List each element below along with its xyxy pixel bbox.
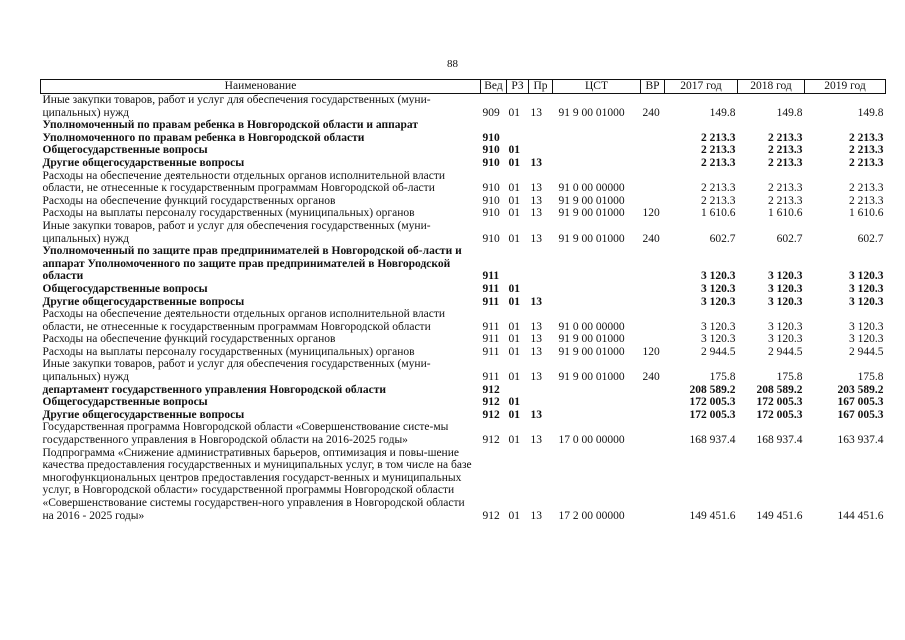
row-cst [553, 296, 641, 309]
row-vr: 120 [642, 345, 660, 358]
row-cst [553, 409, 641, 422]
row-pr [529, 283, 553, 296]
row-cst: 17 2 00 00000 [558, 509, 625, 522]
row-rz: 01 [508, 282, 520, 295]
row-2019: 3 120.3 [849, 320, 884, 333]
row-2018: 3 120.3 [768, 320, 803, 333]
row-2018: 175.8 [776, 371, 803, 384]
header-2017: 2017 год [665, 80, 738, 94]
row-2019: 167 005.3 [837, 396, 884, 409]
row-pr: 13 [530, 156, 542, 169]
row-rz [507, 119, 529, 144]
row-ved: 911 [482, 320, 500, 333]
row-2018: 3 120.3 [768, 282, 803, 295]
row-2017: 3 120.3 [701, 333, 736, 346]
row-pr: 13 [530, 182, 542, 195]
table-row [41, 195, 886, 208]
row-rz: 01 [508, 371, 520, 384]
row-2017: 3 120.3 [701, 270, 736, 283]
table-row [41, 157, 886, 170]
row-pr [529, 119, 553, 144]
row-2017: 175.8 [709, 371, 736, 384]
row-ved: 910 [482, 156, 500, 169]
table-row [41, 447, 886, 523]
row-2017: 149 451.6 [689, 509, 736, 522]
row-vr [641, 384, 665, 397]
row-name: Общегосударственные вопросы [42, 396, 208, 409]
row-pr: 13 [530, 434, 542, 447]
header-vr: ВР [641, 80, 665, 94]
row-name: Расходы на выплаты персоналу государственных (муниципальных) органов [42, 345, 415, 358]
row-2018: 2 213.3 [768, 131, 803, 144]
row-ved: 910 [482, 194, 500, 207]
header-cst: ЦСТ [553, 80, 641, 94]
row-cst [553, 283, 641, 296]
row-vr: 240 [642, 106, 660, 119]
table-row [41, 409, 886, 422]
row-vr [641, 421, 665, 446]
row-2018: 3 120.3 [768, 270, 803, 283]
row-name: Общегосударственные вопросы [42, 144, 208, 157]
row-2019: 3 120.3 [849, 295, 884, 308]
row-ved: 911 [482, 345, 500, 358]
row-name: Расходы на обеспечение деятельности отдельных органов исполнительной власти области, не отнесенные к государственным программам Новгородской об-ласти [42, 169, 446, 195]
row-cst: 91 9 00 01000 [558, 207, 625, 220]
row-ved: 910 [482, 207, 500, 220]
table-row [41, 207, 886, 220]
row-2018: 3 120.3 [768, 333, 803, 346]
row-pr: 13 [530, 345, 542, 358]
row-cst: 91 9 00 01000 [558, 232, 625, 245]
budget-table [40, 79, 886, 522]
row-2019: 2 213.3 [849, 194, 884, 207]
page-number: 88 [447, 58, 458, 70]
row-vr [641, 447, 665, 523]
row-rz: 01 [508, 396, 520, 409]
row-rz [507, 384, 529, 397]
row-2018: 2 213.3 [768, 182, 803, 195]
row-cst [553, 245, 641, 283]
row-pr [529, 384, 553, 397]
row-pr: 13 [530, 232, 542, 245]
table-row [41, 220, 886, 245]
row-cst [553, 396, 641, 409]
header-2018: 2018 год [738, 80, 805, 94]
row-2019: 203 589.2 [837, 383, 884, 396]
table-row [41, 296, 886, 309]
table-row [41, 94, 886, 120]
row-2017: 168 937.4 [689, 434, 736, 447]
row-2019: 1 610.6 [849, 207, 884, 220]
row-vr [641, 283, 665, 296]
row-pr: 13 [530, 320, 542, 333]
row-ved: 911 [482, 371, 500, 384]
row-2017: 602.7 [709, 232, 736, 245]
row-2017: 2 213.3 [701, 144, 736, 157]
row-2019: 2 213.3 [849, 182, 884, 195]
row-rz: 01 [508, 434, 520, 447]
row-rz: 01 [508, 156, 520, 169]
row-vr [641, 119, 665, 144]
row-rz: 01 [508, 144, 520, 157]
row-2018: 2 213.3 [768, 144, 803, 157]
row-2017: 208 589.2 [689, 383, 736, 396]
row-pr [529, 245, 553, 283]
header-2019: 2019 год [805, 80, 886, 94]
row-name: Уполномоченный по защите прав предпринимателей в Новгородской об-ласти и аппарат Уполномоченного по защите прав предпринимателей в Новгородской области [42, 245, 462, 283]
row-2018: 149.8 [776, 106, 803, 119]
table-row [41, 245, 886, 283]
row-ved: 911 [482, 282, 500, 295]
table-header-row [41, 80, 886, 94]
table-row [41, 119, 886, 144]
row-2017: 2 213.3 [701, 156, 736, 169]
row-pr: 13 [530, 207, 542, 220]
row-2019: 3 120.3 [849, 270, 884, 283]
row-rz: 01 [508, 333, 520, 346]
row-cst [553, 144, 641, 157]
row-2019: 2 213.3 [849, 156, 884, 169]
row-2017: 2 213.3 [701, 194, 736, 207]
table-row [41, 421, 886, 446]
row-cst [553, 157, 641, 170]
row-2017: 1 610.6 [701, 207, 736, 220]
row-ved: 910 [482, 182, 500, 195]
table-row [41, 283, 886, 296]
row-2019: 2 213.3 [849, 144, 884, 157]
row-vr [641, 409, 665, 422]
row-vr [641, 144, 665, 157]
row-name: Расходы на обеспечение функций государственных органов [42, 194, 336, 207]
row-ved: 911 [482, 333, 500, 346]
row-name: Иные закупки товаров, работ и услуг для обеспечения государственных (муни-ципальных) нужд [42, 358, 431, 384]
row-2019: 3 120.3 [849, 282, 884, 295]
row-2018: 1 610.6 [768, 207, 803, 220]
row-rz: 01 [508, 295, 520, 308]
row-name: Подпрограмма «Снижение административных барьеров, оптимизация и повы-шение качества предоставления государственных и муниципальных услуг, в том числе на базе многофункциональных центров предоставления государст-венных и муниципальных услуг, в Новгородской области» государственной программы Новгородской области «Совершенствование системы государствен-ного управления в Новгородской области на 2016 - 2025 годы» [42, 446, 472, 522]
row-2017: 2 944.5 [701, 345, 736, 358]
row-rz: 01 [508, 207, 520, 220]
row-pr: 13 [530, 333, 542, 346]
row-2019: 144 451.6 [837, 509, 884, 522]
row-rz: 01 [508, 345, 520, 358]
row-rz: 01 [508, 106, 520, 119]
row-ved: 911 [482, 270, 500, 283]
row-2018: 2 944.5 [768, 345, 803, 358]
row-rz: 01 [508, 194, 520, 207]
row-name: Иные закупки товаров, работ и услуг для обеспечения государственных (муни-ципальных) нужд [42, 219, 431, 245]
row-rz: 01 [508, 232, 520, 245]
row-vr: 240 [642, 232, 660, 245]
row-2019: 2 944.5 [849, 345, 884, 358]
row-vr [641, 157, 665, 170]
row-2018: 168 937.4 [756, 434, 803, 447]
table-row [41, 308, 886, 333]
row-2017: 2 213.3 [701, 131, 736, 144]
row-ved: 912 [482, 396, 500, 409]
table-row [41, 358, 886, 383]
table-row [41, 333, 886, 346]
row-name: Государственная программа Новгородской области «Совершенствование систе-мы государственного управления в Новгородской области на 2016-2025 годы» [42, 421, 449, 447]
row-2019: 3 120.3 [849, 333, 884, 346]
row-2017: 3 120.3 [701, 295, 736, 308]
row-vr [641, 396, 665, 409]
row-pr: 13 [530, 194, 542, 207]
table-row [41, 144, 886, 157]
row-ved: 912 [482, 434, 500, 447]
row-2018: 172 005.3 [756, 396, 803, 409]
row-2017: 3 120.3 [701, 282, 736, 295]
row-2017: 172 005.3 [689, 396, 736, 409]
header-rz: РЗ [507, 80, 529, 94]
row-name: Другие общегосударственные вопросы [42, 156, 245, 169]
row-2017: 3 120.3 [701, 320, 736, 333]
row-name: Расходы на выплаты персоналу государственных (муниципальных) органов [42, 207, 415, 220]
row-ved: 912 [482, 383, 500, 396]
row-name: Общегосударственные вопросы [42, 282, 208, 295]
row-pr: 13 [530, 371, 542, 384]
row-2019: 163 937.4 [837, 434, 884, 447]
row-pr [529, 144, 553, 157]
row-cst: 91 0 00 00000 [558, 320, 625, 333]
row-name: Расходы на обеспечение функций государственных органов [42, 333, 336, 346]
row-pr: 13 [530, 509, 542, 522]
row-vr: 120 [642, 207, 660, 220]
table-row [41, 170, 886, 195]
row-cst: 91 9 00 01000 [558, 345, 625, 358]
row-2018: 208 589.2 [756, 383, 803, 396]
row-vr [641, 170, 665, 195]
row-2018: 3 120.3 [768, 295, 803, 308]
row-cst: 91 9 00 01000 [558, 194, 625, 207]
header-name: Наименование [41, 80, 481, 94]
row-2017: 172 005.3 [689, 408, 736, 421]
row-pr [529, 396, 553, 409]
row-vr [641, 296, 665, 309]
row-2018: 149 451.6 [756, 509, 803, 522]
row-name: Другие общегосударственные вопросы [42, 408, 245, 421]
row-name: Уполномоченный по правам ребенка в Новгородской области и аппарат Уполномоченного по правам ребенка в Новгородской области [42, 119, 419, 144]
row-name: департамент государственного управления Новгородской области [42, 383, 386, 396]
row-cst: 91 0 00 00000 [558, 182, 625, 195]
row-cst [553, 384, 641, 397]
row-pr: 13 [530, 295, 542, 308]
row-pr: 13 [530, 106, 542, 119]
header-ved: Вед [481, 80, 507, 94]
row-rz [507, 245, 529, 283]
row-rz: 01 [508, 408, 520, 421]
row-name: Другие общегосударственные вопросы [42, 295, 245, 308]
row-2018: 2 213.3 [768, 156, 803, 169]
row-rz: 01 [508, 320, 520, 333]
row-rz: 01 [508, 509, 520, 522]
row-ved: 912 [482, 408, 500, 421]
table-row [41, 384, 886, 397]
row-2019: 602.7 [857, 232, 884, 245]
table-row [41, 346, 886, 359]
row-rz: 01 [508, 182, 520, 195]
row-2018: 602.7 [776, 232, 803, 245]
row-vr [641, 195, 665, 208]
row-vr [641, 245, 665, 283]
row-vr: 240 [642, 371, 660, 384]
row-cst [553, 119, 641, 144]
row-2019: 149.8 [857, 106, 884, 119]
row-ved: 910 [482, 131, 500, 144]
row-ved: 909 [482, 106, 500, 119]
row-name: Расходы на обеспечение деятельности отдельных органов исполнительной власти области, не отнесенные к государственным программам Новгородской области [42, 308, 446, 333]
row-ved: 910 [482, 144, 500, 157]
row-cst: 91 9 00 01000 [558, 333, 625, 346]
row-cst: 91 9 00 01000 [558, 106, 625, 119]
row-cst: 17 0 00 00000 [558, 434, 625, 447]
row-ved: 910 [482, 232, 500, 245]
header-pr: Пр [529, 80, 553, 94]
row-2017: 2 213.3 [701, 182, 736, 195]
row-vr [641, 308, 665, 333]
table-row [41, 396, 886, 409]
row-2019: 2 213.3 [849, 131, 884, 144]
row-vr [641, 333, 665, 346]
row-pr: 13 [530, 408, 542, 421]
row-cst: 91 9 00 01000 [558, 371, 625, 384]
row-ved: 911 [482, 295, 500, 308]
row-2018: 172 005.3 [756, 408, 803, 421]
row-2018: 2 213.3 [768, 194, 803, 207]
row-2017: 149.8 [709, 106, 736, 119]
row-2019: 167 005.3 [837, 408, 884, 421]
row-2019: 175.8 [857, 371, 884, 384]
row-name: Иные закупки товаров, работ и услуг для обеспечения государственных (муни-ципальных) нужд [42, 94, 431, 119]
row-ved: 912 [482, 509, 500, 522]
